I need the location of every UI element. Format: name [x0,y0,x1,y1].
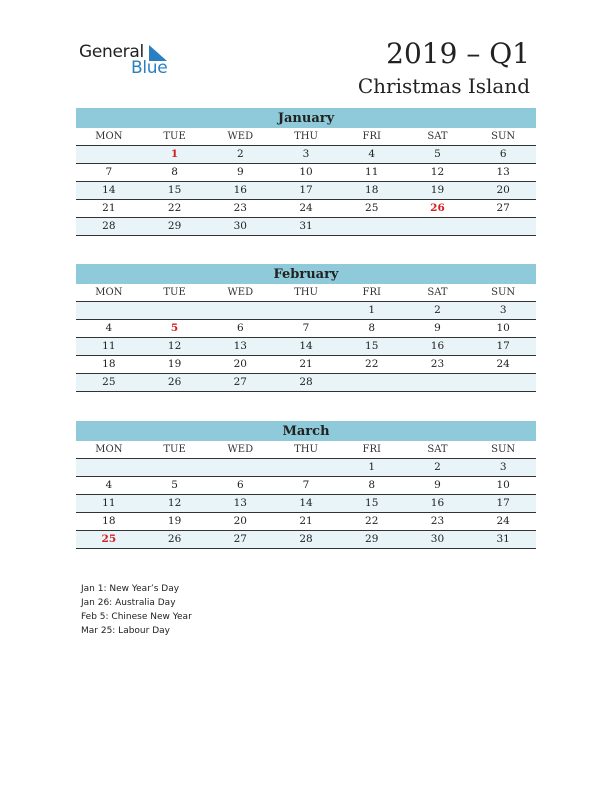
date-cell: 25 [365,202,379,214]
date-cell: 19 [167,515,182,527]
date-cell: 20 [233,358,247,370]
date-cell: 19 [167,358,182,370]
date-cell: 15 [365,497,379,509]
empty-date-cell [142,459,208,476]
week-row [76,200,536,218]
weekday-label: SAT [427,444,448,455]
empty-date-cell [273,459,339,476]
date-cell: 29 [167,220,182,232]
date-cell: 30 [233,220,247,232]
date-cell: 11 [102,497,116,509]
empty-date-cell [339,218,405,235]
date-cell: 9 [434,479,441,491]
date-cell: 17 [496,340,510,352]
date-cell: 12 [430,166,445,178]
empty-date-cell [207,302,273,319]
date-cell: 12 [167,497,182,509]
weekday-header-row [76,284,536,302]
weekday-label: TUE [163,444,186,455]
weekday-label: TUE [163,131,186,142]
date-cell: 7 [302,479,310,491]
date-cell: 2 [434,461,441,473]
date-cell: 4 [105,479,113,491]
holiday-note: Mar 25: Labour Day [81,626,170,636]
date-cell: 14 [299,340,313,352]
date-cell: 21 [299,358,313,370]
date-cell: 15 [365,340,379,352]
date-cell: 7 [302,322,310,334]
date-cell: 15 [167,184,182,196]
week-row [76,218,536,236]
generalblue-logo [79,42,189,82]
week-row [76,531,536,549]
date-cell: 27 [233,533,247,545]
date-cell: 27 [233,376,247,388]
weekday-label: MON [95,131,123,142]
weekday-label: SAT [427,131,448,142]
month-title: February [76,264,536,284]
date-cell: 2 [434,304,441,316]
date-cell: 28 [102,220,116,232]
week-row [76,338,536,356]
month-title: January [76,108,536,128]
empty-date-cell [339,374,405,391]
week-row [76,302,536,320]
date-cell: 24 [496,358,510,370]
month-title: March [76,421,536,441]
week-row [76,374,536,392]
date-cell: 13 [233,497,247,509]
weekday-label: MON [95,444,123,455]
month-march [76,421,536,549]
week-row [76,495,536,513]
date-cell: 1 [368,304,376,316]
date-cell: 16 [233,184,247,196]
date-cell: 22 [167,202,182,214]
holiday-date-cell: 25 [101,533,117,545]
holiday-notes [81,582,192,638]
date-cell: 8 [171,166,178,178]
date-cell: 8 [368,322,376,334]
date-cell: 31 [299,220,313,232]
date-cell: 29 [365,533,379,545]
date-cell: 9 [434,322,441,334]
weekday-label: TUE [163,287,186,298]
weekday-label: THU [294,444,318,455]
weekday-label: SUN [491,287,516,298]
date-cell: 16 [430,340,445,352]
weekday-header-row [76,441,536,459]
week-row [76,164,536,182]
week-row [76,320,536,338]
week-row [76,182,536,200]
weekday-label: SUN [491,131,516,142]
holiday-date-cell: 5 [170,322,179,334]
holiday-date-cell: 1 [170,148,179,160]
empty-date-cell [273,302,339,319]
empty-date-cell [207,459,273,476]
week-row [76,356,536,374]
date-cell: 30 [430,533,445,545]
date-cell: 6 [499,148,507,160]
week-row [76,459,536,477]
empty-date-cell [405,218,471,235]
date-cell: 13 [496,166,510,178]
date-cell: 10 [496,322,510,334]
date-cell: 13 [233,340,247,352]
date-cell: 3 [302,148,310,160]
date-cell: 17 [496,497,510,509]
date-cell: 22 [365,358,379,370]
month-january [76,108,536,236]
empty-date-cell [76,146,142,163]
date-cell: 31 [496,533,510,545]
date-cell: 18 [365,184,379,196]
weekday-header-row [76,128,536,146]
date-cell: 23 [430,515,445,527]
date-cell: 19 [430,184,445,196]
month-february [76,264,536,392]
empty-date-cell [76,459,142,476]
date-cell: 16 [430,497,445,509]
date-cell: 26 [167,376,182,388]
date-cell: 11 [365,166,379,178]
date-cell: 1 [368,461,376,473]
weekday-label: FRI [362,444,381,455]
weekday-label: FRI [362,131,381,142]
empty-date-cell [470,374,536,391]
weekday-label: MON [95,287,123,298]
date-cell: 28 [299,533,313,545]
date-cell: 6 [236,479,244,491]
date-cell: 26 [167,533,182,545]
week-row [76,146,536,164]
weekday-label: WED [227,287,254,298]
date-cell: 14 [102,184,116,196]
weekday-label: WED [227,131,254,142]
logo-text-general: General [79,42,144,62]
week-row [76,477,536,495]
empty-date-cell [470,218,536,235]
holiday-note: Jan 1: New Year’s Day [81,584,180,594]
date-cell: 23 [233,202,247,214]
date-cell: 3 [499,461,507,473]
empty-date-cell [405,374,471,391]
date-cell: 22 [365,515,379,527]
weekday-label: WED [227,444,254,455]
empty-date-cell [76,302,142,319]
date-cell: 17 [299,184,313,196]
holiday-note: Jan 26: Australia Day [81,598,176,608]
date-cell: 8 [368,479,376,491]
logo-text-blue: Blue [131,58,168,78]
date-cell: 10 [299,166,313,178]
date-cell: 6 [236,322,244,334]
date-cell: 12 [167,340,182,352]
date-cell: 25 [102,376,116,388]
weekday-label: THU [294,287,318,298]
weekday-label: SAT [427,287,448,298]
date-cell: 18 [102,515,116,527]
holiday-date-cell: 26 [430,202,445,214]
date-cell: 27 [496,202,510,214]
country-name: Christmas Island [357,74,530,98]
date-cell: 24 [299,202,313,214]
empty-date-cell [142,302,208,319]
holiday-note: Feb 5: Chinese New Year [81,612,192,622]
date-cell: 2 [236,148,244,160]
week-row [76,513,536,531]
date-cell: 4 [105,322,113,334]
weekday-label: SUN [491,444,516,455]
date-cell: 20 [233,515,247,527]
date-cell: 28 [299,376,313,388]
date-cell: 4 [368,148,376,160]
date-cell: 5 [434,148,441,160]
title-block [358,38,530,100]
date-cell: 24 [496,515,510,527]
date-cell: 3 [499,304,507,316]
date-cell: 18 [102,358,116,370]
date-cell: 20 [496,184,510,196]
weekday-label: THU [294,131,318,142]
date-cell: 11 [102,340,116,352]
date-cell: 10 [496,479,510,491]
date-cell: 23 [430,358,445,370]
date-cell: 21 [299,515,313,527]
date-cell: 7 [105,166,113,178]
date-cell: 21 [102,202,116,214]
date-cell: 5 [171,479,178,491]
date-cell: 9 [236,166,244,178]
page-title: 2019 – Q1 [386,37,530,70]
date-cell: 14 [299,497,313,509]
weekday-label: FRI [362,287,381,298]
